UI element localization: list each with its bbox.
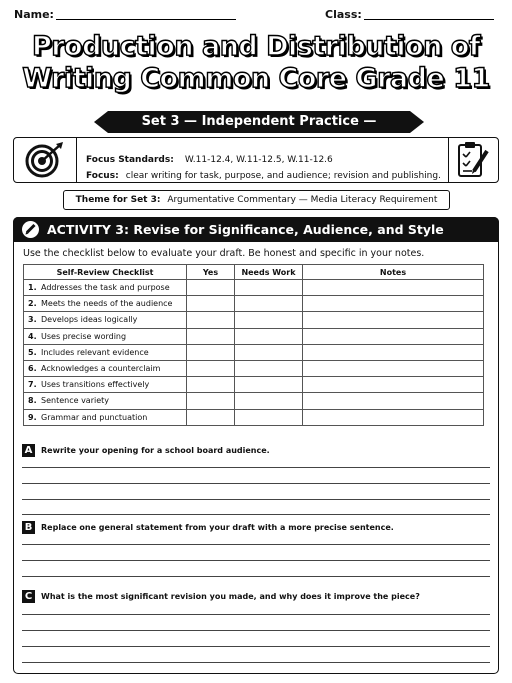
header-notes: Notes (303, 265, 484, 280)
focus-divider-left (76, 138, 77, 182)
needs-work-cell[interactable] (235, 409, 303, 425)
row-number: 1. (28, 283, 37, 293)
self-review-table (23, 264, 484, 426)
yes-cell[interactable] (187, 409, 235, 425)
theme-value: Argumentative Commentary — Media Literacy Requirement (167, 195, 438, 205)
row-number: 8. (28, 396, 37, 406)
yes-cell[interactable] (187, 296, 235, 312)
question-c-text: What is the most significant revision you made, and why does it improve the piece? (41, 592, 420, 601)
notes-cell[interactable] (303, 312, 484, 328)
question-b-text: Replace one general statement from your draft with a more precise sentence. (41, 523, 394, 532)
target-icon (24, 142, 66, 178)
theme-box (63, 190, 450, 210)
answer-line[interactable] (22, 483, 490, 484)
focus-divider-right (448, 138, 449, 182)
answer-line[interactable] (22, 662, 490, 663)
focus-standards-value: W.11-12.4, W.11-12.5, W.11-12.6 (184, 155, 333, 165)
needs-work-cell[interactable] (235, 280, 303, 296)
row-item: Meets the needs of the audience (41, 299, 173, 309)
answer-line[interactable] (22, 514, 490, 515)
answer-line[interactable] (22, 467, 490, 468)
answer-line[interactable] (22, 630, 490, 631)
yes-cell[interactable] (187, 312, 235, 328)
class-field[interactable] (364, 19, 494, 20)
theme-label: Theme for Set 3: (75, 195, 161, 205)
header-needs-work: Needs Work (235, 265, 303, 280)
row-number: 2. (28, 299, 37, 309)
row-number: 7. (28, 380, 37, 390)
row-item: Addresses the task and purpose (41, 283, 170, 293)
row-item: Sentence variety (41, 396, 110, 406)
title-line-2: Writing Common Core Grade 11 (22, 63, 490, 94)
row-number: 5. (28, 347, 37, 357)
yes-cell[interactable] (187, 344, 235, 360)
row-number: 4. (28, 331, 37, 341)
pencil-icon (21, 220, 40, 239)
notes-cell[interactable] (303, 393, 484, 409)
answer-line[interactable] (22, 646, 490, 647)
needs-work-cell[interactable] (235, 393, 303, 409)
notes-cell[interactable] (303, 360, 484, 376)
question-c-badge: C (22, 590, 35, 603)
row-item: Acknowledges a counterclaim (41, 364, 161, 374)
ribbon-right (410, 111, 424, 133)
needs-work-cell[interactable] (235, 328, 303, 344)
table-row (24, 377, 484, 393)
header-yes: Yes (187, 265, 235, 280)
yes-cell[interactable] (187, 360, 235, 376)
yes-cell[interactable] (187, 280, 235, 296)
question-b-badge: B (22, 521, 35, 534)
notes-cell[interactable] (303, 328, 484, 344)
yes-cell[interactable] (187, 328, 235, 344)
yes-cell[interactable] (187, 377, 235, 393)
name-label: Name: (14, 8, 54, 21)
notes-cell[interactable] (303, 377, 484, 393)
worksheet-title (0, 31, 512, 95)
table-row (24, 393, 484, 409)
needs-work-cell[interactable] (235, 344, 303, 360)
header-checklist: Self-Review Checklist (24, 265, 187, 280)
table-row (24, 409, 484, 425)
title-line-1: Production and Distribution of (31, 31, 481, 62)
table-row (24, 360, 484, 376)
notes-cell[interactable] (303, 409, 484, 425)
name-field[interactable] (56, 19, 236, 20)
ribbon-left (94, 111, 108, 133)
table-row (24, 280, 484, 296)
needs-work-cell[interactable] (235, 312, 303, 328)
class-label: Class: (325, 8, 362, 21)
focus-standards-box (13, 137, 499, 183)
answer-line[interactable] (22, 560, 490, 561)
table-row (24, 312, 484, 328)
row-item: Grammar and punctuation (41, 412, 148, 422)
clipboard-pencil-icon (456, 141, 492, 179)
row-item: Includes relevant evidence (41, 347, 149, 357)
row-number: 9. (28, 412, 37, 422)
row-item: Uses precise wording (41, 331, 127, 341)
question-a-badge: A (22, 444, 35, 457)
table-row (24, 328, 484, 344)
notes-cell[interactable] (303, 280, 484, 296)
row-number: 6. (28, 364, 37, 374)
answer-line[interactable] (22, 499, 490, 500)
activity-header (13, 217, 499, 242)
focus-standards-label: Focus Standards: (86, 155, 174, 165)
needs-work-cell[interactable] (235, 296, 303, 312)
table-row (24, 344, 484, 360)
table-row (24, 296, 484, 312)
activity-instructions: Use the checklist below to evaluate your draft. Be honest and specific in your notes. (23, 248, 425, 259)
needs-work-cell[interactable] (235, 377, 303, 393)
notes-cell[interactable] (303, 344, 484, 360)
row-item: Uses transitions effectively (41, 380, 150, 390)
question-a-text: Rewrite your opening for a school board audience. (41, 446, 270, 455)
activity-title: ACTIVITY 3: Revise for Significance, Audience, and Style (47, 222, 444, 237)
focus-value: clear writing for task, purpose, and audience; revision and publishing. (125, 171, 441, 181)
answer-line[interactable] (22, 614, 490, 615)
focus-line (86, 163, 441, 182)
notes-cell[interactable] (303, 296, 484, 312)
focus-label: Focus: (86, 171, 119, 181)
row-item: Develops ideas logically (41, 315, 138, 325)
answer-line[interactable] (22, 544, 490, 545)
needs-work-cell[interactable] (235, 360, 303, 376)
table-header-row (24, 265, 484, 280)
answer-line[interactable] (22, 576, 490, 577)
yes-cell[interactable] (187, 393, 235, 409)
set-banner: Set 3 — Independent Practice — Continued (108, 111, 410, 133)
row-number: 3. (28, 315, 37, 325)
